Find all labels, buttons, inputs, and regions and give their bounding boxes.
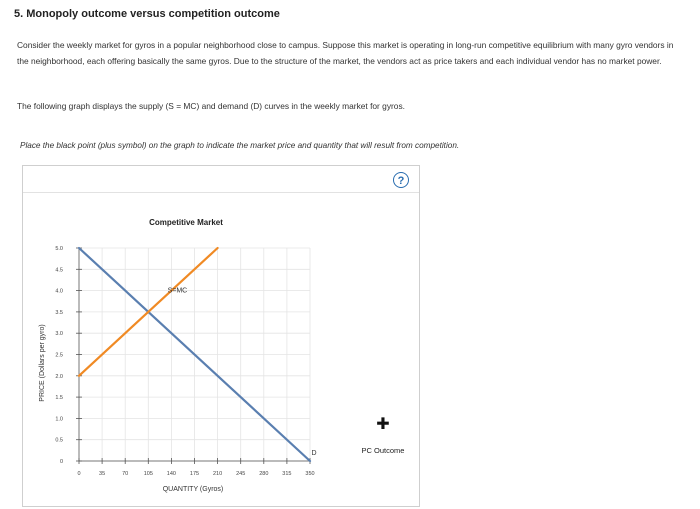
competitive-market-chart[interactable] [23, 166, 419, 506]
plus-point-icon[interactable]: ✚ [376, 416, 390, 433]
question-paragraph-2: The following graph displays the supply (S = MC) and demand (D) curves in the weekly market for gyros. [17, 101, 405, 111]
y-tick-label-10: 5.0 [55, 246, 63, 252]
graph-panel [22, 165, 420, 507]
demand-curve-label: D [311, 450, 317, 457]
x-tick-label-8: 280 [259, 471, 269, 477]
x-tick-label-2: 70 [122, 471, 129, 477]
y-tick-label-9: 4.5 [55, 267, 63, 274]
x-axis-label: QUANTITY (Gyros) [162, 486, 224, 493]
chart-title: Competitive Market [149, 218, 223, 227]
x-tick-label-1: 35 [99, 471, 106, 477]
x-tick-label-3: 105 [143, 471, 153, 477]
y-axis-label: PRICE (Dollars per gyro) [39, 324, 46, 402]
y-tick-label-2: 1.0 [55, 416, 63, 423]
x-tick-label-10: 350 [305, 471, 315, 477]
x-tick-label-6: 210 [213, 471, 223, 477]
question-paragraph-1: Consider the weekly market for gyros in a popular neighborhood close to campus. Suppose this market is operating in long-run competitive equilibrium with many gyro vendors in the neighborhood, each offering basically the same gyros. Due to the structure of the market, the vendors act as price takers and each individual vendor has no market power. [17, 40, 674, 66]
x-tick-label-9: 315 [282, 471, 292, 477]
y-tick-label-7: 3.5 [55, 309, 63, 316]
help-icon[interactable]: ? [393, 172, 409, 188]
y-tick-label-1: 0.5 [55, 437, 63, 444]
pc-outcome-label: PC Outcome [361, 446, 405, 455]
x-tick-label-4: 140 [166, 471, 176, 477]
y-tick-label-3: 1.5 [55, 395, 63, 402]
y-tick-label-4: 2.0 [55, 373, 63, 380]
y-tick-label-8: 4.0 [55, 288, 63, 295]
y-tick-label-6: 3.0 [55, 331, 63, 338]
question-title: 5. Monopoly outcome versus competition outcome [14, 8, 280, 20]
x-tick-label-0: 0 [77, 471, 81, 477]
pc-outcome-tool[interactable] [353, 416, 413, 455]
y-tick-label-5: 2.5 [55, 352, 63, 359]
instruction-text: Place the black point (plus symbol) on the graph to indicate the market price and quantity that will result from competition. [20, 141, 460, 150]
supply-curve-label: S=MC [167, 287, 188, 295]
x-tick-label-7: 245 [236, 471, 246, 477]
y-tick-label-0: 0 [59, 459, 63, 465]
x-tick-label-5: 175 [189, 471, 200, 477]
